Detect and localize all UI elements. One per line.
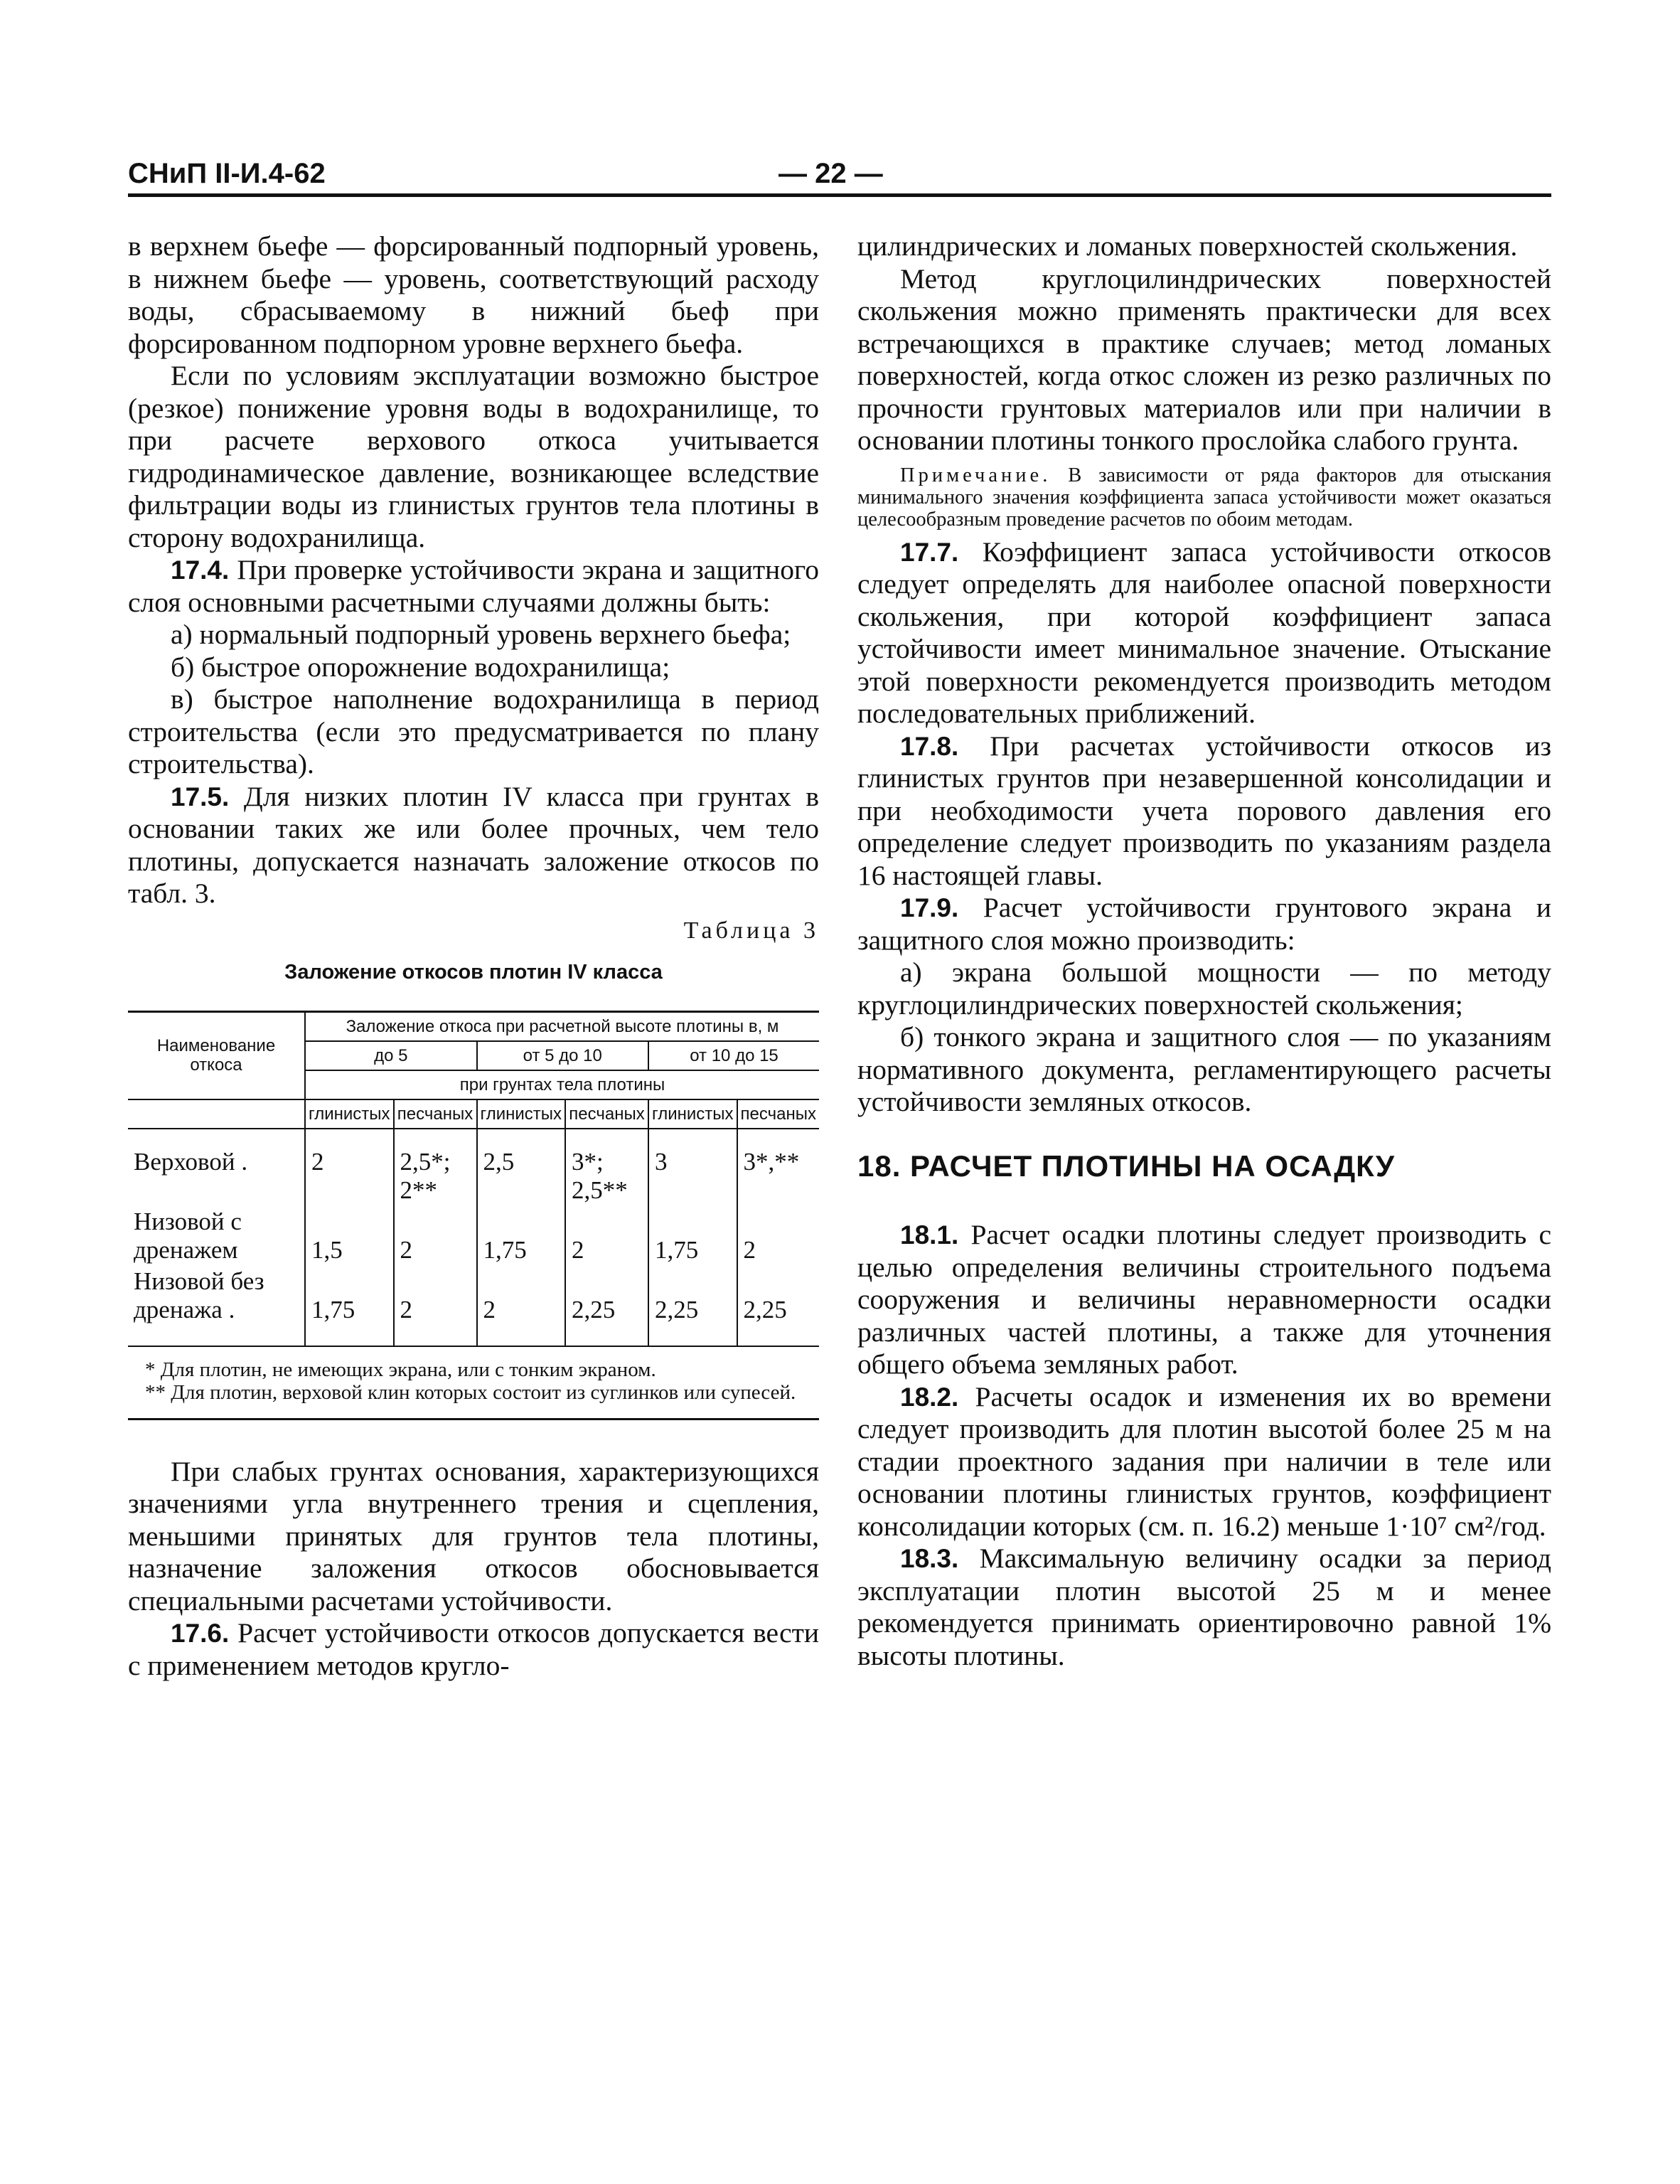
footnote: ** Для плотин, верховой клин которых состоит из суглинков или супесей. [145, 1380, 796, 1404]
section-number: 17.6. [171, 1619, 230, 1648]
page-number: — 22 — [779, 158, 883, 189]
header-slope-name: Наименование откоса [128, 1011, 305, 1099]
cell: 2 [305, 1129, 394, 1206]
table-label: Таблица 3 [683, 917, 819, 944]
left-column [128, 230, 819, 1682]
header-soil: песчаных [565, 1099, 648, 1129]
cell: 2,5 [477, 1129, 566, 1206]
table-footnotes [128, 1346, 819, 1419]
cell: 1,75 [648, 1206, 737, 1266]
cell: 2 [394, 1266, 477, 1346]
section-number: 17.5. [171, 782, 230, 811]
list-item-c: в) быстрое наполнение водохранилища в период строительства (если это предусматривается по плану строительства). [128, 683, 819, 779]
cell: 2 [565, 1206, 648, 1266]
section-text: Расчет устойчивости грунтового экрана и защитного слоя можно производить: [857, 892, 1552, 956]
cell: 3*,** [737, 1129, 819, 1206]
header-soil: песчаных [737, 1099, 819, 1129]
paragraph-weak-soils: При слабых грунтах основания, характеризующихся значениями угла внутреннего трения и сцепления, меньшими принятых для грунтов тела плотины, назначение заложения откосов обосновывается специальными расчетами устойчивости. [128, 1455, 819, 1616]
footnote: * Для плотин, не имеющих экрана, или с тонким экраном. [145, 1358, 656, 1381]
header-range: до 5 [305, 1041, 477, 1070]
table-title: Заложение откосов плотин IV класса [284, 961, 663, 984]
list-item-a: а) экрана большой мощности — по методу круглоцилиндрических поверхностей скольжения; [857, 957, 1551, 1021]
section-number: 18.2. [900, 1382, 959, 1412]
section-17-9 [857, 892, 1551, 957]
paragraph-rapid-drawdown: Если по условиям эксплуатации возможно быстрое (резкое) понижение уровня воды в водохранилище, то при расчете верхового откоса учитывается гидродинамическое давление, возникающее вследствие фильтрации воды из глинистых грунтов тела плотины в сторону водохранилища. [128, 360, 819, 553]
document-code: СНиП II-И.4-62 [128, 158, 326, 189]
header-group: Заложение откоса при расчетной высоте плотины в, м [305, 1011, 819, 1041]
section-number: 18.3. [900, 1544, 959, 1573]
header-rule [128, 193, 1551, 197]
section-18-2 [857, 1381, 1551, 1543]
list-item-b: б) тонкого экрана и защитного слоя — по указаниям нормативного документа, регламентирующего расчеты устойчивости земляных откосов. [857, 1021, 1551, 1117]
cell: 2,5*; 2** [394, 1129, 477, 1206]
header-soils-group: при грунтах тела плотины [305, 1070, 819, 1099]
row-name: Верховой . [134, 1147, 248, 1176]
header-soil: глинистых [477, 1099, 566, 1129]
note-text: В зависимости от ряда факторов для отыскания минимального значения коэффициента запаса устойчивости может оказаться целесообразным проведение расчетов по обоим методам. [857, 464, 1551, 531]
note-label: Примечание. [900, 464, 1052, 486]
section-18-3 [857, 1543, 1551, 1672]
section-number: 17.4. [171, 555, 230, 585]
cell: 1,75 [477, 1206, 566, 1266]
section-text: При проверке устойчивости экрана и защитного слоя основными расчетными случаями должны быть: [128, 554, 820, 618]
section-text: Максимальную величину осадки за период эксплуатации плотин высотой 25 м и менее рекомендуется принимать ориентировочно равной 1% высоты плотины. [857, 1543, 1551, 1671]
cell: 1,5 [305, 1206, 394, 1266]
row-name: Низовой с дренажем [134, 1207, 242, 1264]
header-range: от 10 до 15 [648, 1041, 819, 1070]
section-number: 17.7. [900, 537, 959, 567]
section-text: Расчеты осадок и изменения их во времени следует производить для плотин высотой более 25 м на стадии проектного задания при наличии в теле или основании плотины глинистых грунтов, коэффициент консолидации которых (см. п. 16.2) меньше 1·10⁷ см²/год. [857, 1380, 1552, 1542]
section-17-6 [128, 1617, 819, 1682]
section-text: Для низких плотин IV класса при грунтах в основании таких же или более прочных, чем тело плотины, допускается назначать заложение откосов по табл. 3. [128, 780, 820, 909]
header-soil: глинистых [648, 1099, 737, 1129]
list-item-b: б) быстрое опорожнение водохранилища; [171, 651, 670, 683]
paragraph-continuation: в верхнем бьефе — форсированный подпорный уровень, в нижнем бьефе — уровень, соответствующий расходу воды, сбрасываемому в нижний бьеф при форсированном подпорном уровне верхнего бьефа. [128, 230, 819, 359]
section-text: Коэффициент запаса устойчивости откосов следует определять для наиболее опасной поверхности скольжения, при которой коэффициент запаса устойчивости имеет минимальное значение. Отыскание этой поверхности рекомендуется производить методом последовательных приближений. [857, 536, 1551, 729]
cell: 1,75 [305, 1266, 394, 1346]
section-number: 17.8. [900, 731, 959, 761]
section-17-5 [128, 781, 819, 910]
cell: 2 [394, 1206, 477, 1266]
paragraph-continuation: цилиндрических и ломаных поверхностей скольжения. [857, 230, 1518, 262]
cell: 2,25 [648, 1266, 737, 1346]
header-range: от 5 до 10 [477, 1041, 649, 1070]
slope-table [128, 1011, 819, 1420]
section-number: 17.9. [900, 893, 959, 922]
section-17-7 [857, 536, 1551, 730]
cell: 3 [648, 1129, 737, 1206]
right-column [857, 230, 1551, 1672]
note [857, 464, 1551, 531]
table-row [128, 1206, 819, 1266]
section-number: 18.1. [900, 1220, 959, 1250]
section-17-4 [128, 554, 819, 619]
cell: 2,25 [737, 1266, 819, 1346]
section-heading-18: 18. РАСЧЕТ ПЛОТИНЫ НА ОСАДКУ [857, 1149, 1395, 1183]
table-row [128, 1266, 819, 1346]
row-name: Низовой без дренажа . [134, 1267, 264, 1323]
cell: 3*; 2,5** [565, 1129, 648, 1206]
cell: 2 [477, 1266, 566, 1346]
page-header [128, 158, 1550, 198]
list-item-a: а) нормальный подпорный уровень верхнего бьефа; [171, 619, 791, 650]
section-text: При расчетах устойчивости откосов из глинистых грунтов при незавершенной консолидации и при необходимости учета порового давления его определение следует производить по указаниям раздела 16 настоящей главы. [857, 730, 1551, 891]
header-soil: глинистых [305, 1099, 394, 1129]
section-18-1 [857, 1219, 1551, 1381]
cell: 2 [737, 1206, 819, 1266]
section-text: Расчет осадки плотины следует производить с целью определения величины строительного подъема сооружения и величины неравномерности осадки различных частей плотины, а также для уточнения общего объема земляных работ. [857, 1219, 1552, 1380]
header-soil: песчаных [394, 1099, 477, 1129]
section-17-8 [857, 730, 1551, 893]
paragraph-methods: Метод круглоцилиндрических поверхностей скольжения можно применять практически для всех встречающихся в практике случаев; метод ломаных поверхностей, когда откос сложен из резко различных по прочности грунтовых материалов или при наличии в основании плотины тонкого прослойка слабого грунта. [857, 262, 1551, 456]
header-soil-blank [128, 1099, 305, 1129]
cell: 2,25 [565, 1266, 648, 1346]
table-row [128, 1129, 819, 1206]
section-text: Расчет устойчивости откосов допускается вести с применением методов кругло- [128, 1617, 819, 1681]
